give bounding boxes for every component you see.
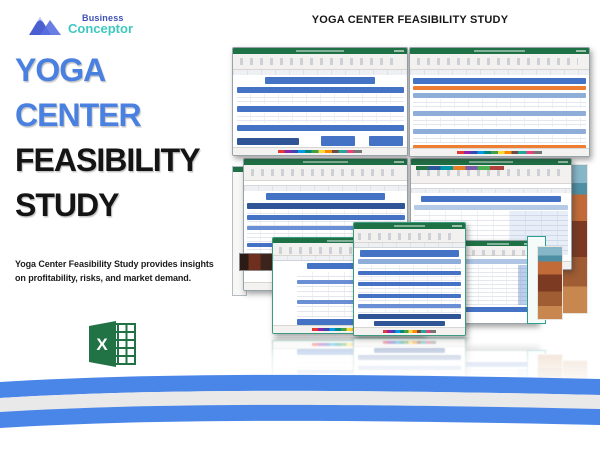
sheet-button [321, 136, 355, 146]
sheet-button [369, 136, 403, 146]
table-total-row [297, 349, 361, 355]
table-header-row [413, 111, 586, 116]
slide-header-title: YOGA CENTER FEASIBILITY STUDY [311, 14, 509, 26]
sheet-title-band [266, 193, 385, 200]
hero-description-line-2: on profitability, risks, and market demand. [15, 272, 192, 283]
sheet-title-band [421, 196, 561, 202]
hero-title-line-2: CENTER [15, 97, 141, 133]
excel-window-4-ribbon [411, 165, 571, 184]
table-header-row [358, 259, 461, 264]
table-total-row [465, 362, 531, 367]
table-total-row [374, 321, 445, 326]
excel-window-6 [353, 222, 466, 336]
table-band-row [247, 215, 405, 220]
table-total-row [374, 348, 445, 353]
brand-name-top: Business [82, 12, 124, 23]
hero-title-line-1: YOGA [15, 52, 106, 88]
table-rows [237, 113, 404, 123]
photo-strip-2 [537, 246, 563, 320]
excel-window-6-sheet [354, 248, 465, 327]
table-header-row [413, 129, 586, 134]
excel-window-2-ribbon [410, 54, 589, 70]
excel-window-7-sheet [459, 256, 537, 318]
hero-title-line-3: FEASIBILITY [15, 142, 200, 178]
table-rows [413, 117, 586, 127]
excel-window-6-ribbon [354, 229, 465, 243]
excel-window-3-ribbon [244, 165, 407, 181]
excel-window-7-ribbon [459, 246, 537, 256]
table-header-row [247, 203, 405, 209]
sheet-title-band [360, 250, 459, 257]
table-header-row [465, 259, 531, 264]
table-total-row [237, 138, 299, 145]
excel-icon-letter: X [96, 335, 108, 354]
table-header-row [237, 125, 404, 131]
excel-window-1-sheet [233, 75, 407, 148]
table-band-row [358, 294, 461, 298]
table-header-row [414, 205, 568, 210]
photo-fragment [239, 253, 275, 271]
excel-window-6-sheet-tabs [354, 339, 465, 347]
excel-window-5-sheet-tabs [273, 341, 423, 349]
excel-window-2-sheet-tabs [410, 148, 589, 156]
excel-window-1-sheet-tabs [233, 147, 407, 155]
excel-window-7 [458, 240, 538, 324]
excel-window-1 [232, 47, 408, 156]
ribbon-banner [0, 370, 600, 450]
table-total-row [358, 355, 461, 360]
table-header-row [413, 93, 586, 98]
brand-name-bottom: Conceptor [68, 20, 133, 36]
table-rows [413, 99, 586, 109]
table-band-row [358, 271, 461, 275]
table-rows [413, 135, 586, 143]
excel-window-2 [409, 47, 590, 157]
table-total-row [465, 307, 531, 312]
hero-title-line-4: STUDY [15, 187, 119, 223]
table-header-row [237, 106, 404, 112]
sheet-title-band [265, 77, 375, 84]
table-band-row [358, 282, 461, 286]
excel-window-6-sheet-tabs [354, 327, 465, 335]
accent-band [413, 86, 586, 90]
table-rows [237, 94, 404, 104]
banner-stripe-bottom [0, 405, 600, 428]
table-header-row [237, 87, 404, 93]
sheet-title-band [413, 78, 586, 84]
excel-window-1-ribbon [233, 54, 407, 70]
table-total-row [358, 314, 461, 319]
excel-window-2-sheet [410, 75, 589, 149]
hero-description-line-1: Yoga Center Feasibility Study provides insights [15, 259, 214, 269]
table-band-row [358, 304, 461, 308]
